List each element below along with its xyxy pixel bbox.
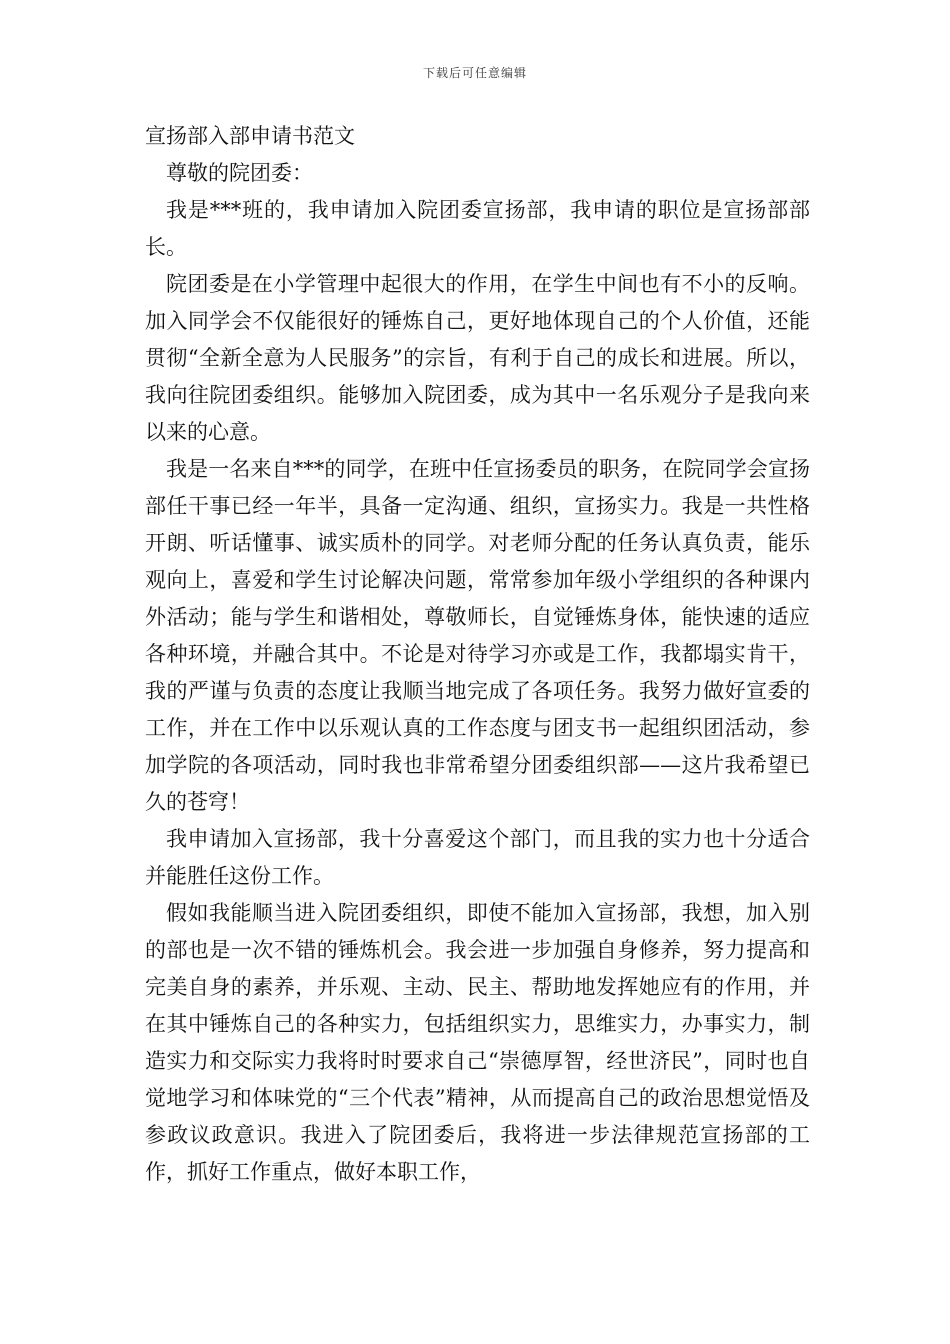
paragraph-2: 院团委是在小学管理中起很大的作用，在学生中间也有不小的反响。加入同学会不仅能很好的锤炼自己，更好地体现自己的个人价值，还能贯彻“全新全意为人民服务”的宗旨，有利于自己的成长和进展。所以，我向往院团委组织。能够加入院团委，成为其中一名乐观分子是我向来以来的心意。 [145,272,810,444]
paragraph-4: 我申请加入宣扬部，我十分喜爱这个部门，而且我的实力也十分适合并能胜任这份工作。 [145,827,810,888]
paragraph-3: 我是一名来自***的同学，在班中任宣扬委员的职务，在院同学会宣扬部任干事已经一年半，具备一定沟通、组织，宣扬实力。我是一共性格开朗、听话懂事、诚实质朴的同学。对老师分配的任务认真负责，能乐观向上，喜爱和学生讨论解决问题，常常参加年级小学组织的各种课内外活动；能与学生和谐相处，尊敬师长，自觉锤炼身体，能快速的适应各种环境，并融合其中。不论是对待学习亦或是工作，我都塌实肯干，我的严谨与负责的态度让我顺当地完成了各项任务。我努力做好宣委的工作，并在工作中以乐观认真的工作态度与团支书一起组织团活动，参加学院的各项活动，同时我也非常希望分团委组织部——这片我希望已久的苍穹！ [145,457,810,814]
page-header: 下载后可任意编辑 [422,66,527,80]
greeting: 尊敬的院团委： [166,161,313,185]
document-body [145,118,810,1191]
document-title: 宣扬部入部申请书范文 [145,124,355,148]
paragraph-5: 假如我能顺当进入院团委组织，即使不能加入宣扬部，我想，加入别的部也是一次不错的锤炼机会。我会进一步加强自身修养，努力提高和完美自身的素养，并乐观、主动、民主、帮助地发挥她应有的作用，并在其中锤炼自己的各种实力，包括组织实力，思维实力，办事实力，制造实力和交际实力我将时时要求自己“崇德厚智，经世济民”，同时也自觉地学习和体味党的“三个代表”精神，从而提高自己的政治思想觉悟及参政议政意识。我进入了院团委后，我将进一步法律规范宣扬部的工作，抓好工作重点，做好本职工作， [145,901,810,1184]
paragraph-1: 我是***班的，我申请加入院团委宣扬部，我申请的职位是宣扬部部长。 [145,198,810,259]
